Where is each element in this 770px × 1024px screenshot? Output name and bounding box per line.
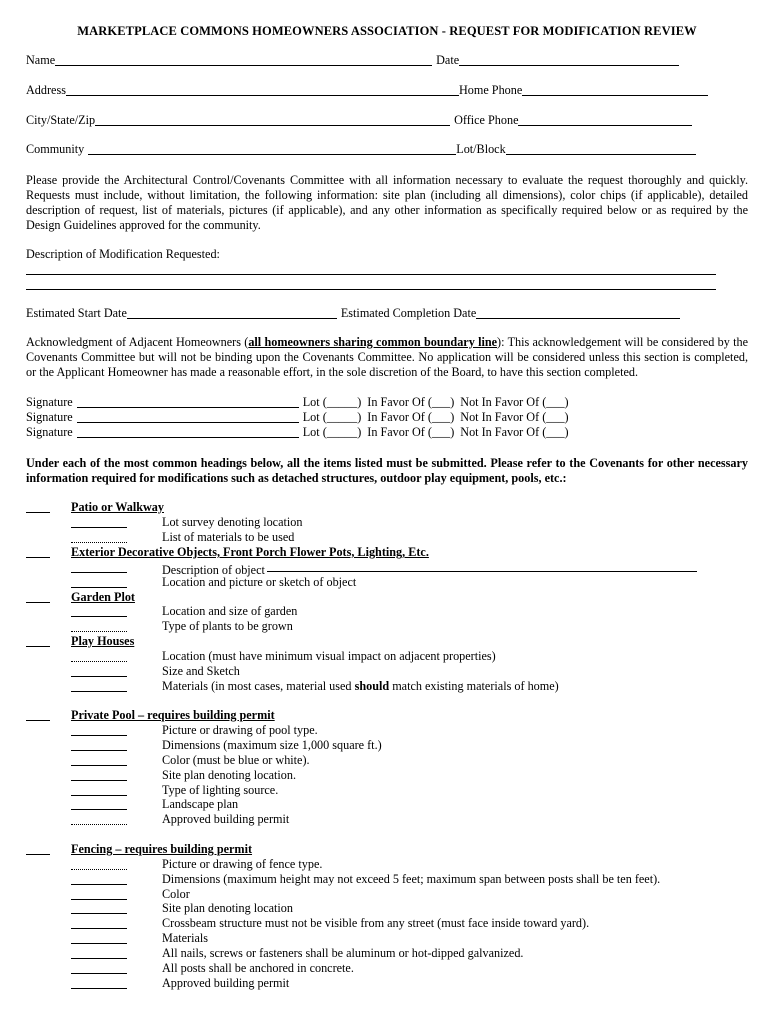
- section-checkbox-line[interactable]: [26, 545, 50, 558]
- form-title: MARKETPLACE COMMONS HOMEOWNERS ASSOCIATION - REQUEST FOR MODIFICATION REVIEW: [77, 24, 697, 38]
- item-text: Materials: [162, 931, 209, 945]
- city-office-row: [26, 113, 748, 128]
- section-title: Fencing – requires building permit: [71, 842, 253, 856]
- lot-label: Lot (_____): [302, 410, 362, 424]
- item-text: Picture or drawing of pool type.: [162, 723, 318, 737]
- address-phone-row: [26, 83, 748, 98]
- checklist-item: [26, 738, 748, 753]
- section-heading: [26, 842, 748, 857]
- item-text: Site plan denoting location: [162, 901, 293, 915]
- city-state-zip-label: City/State/Zip: [26, 113, 96, 127]
- checklist-item: [26, 768, 748, 783]
- checklist-item: [26, 619, 748, 634]
- description-of-object-field[interactable]: [267, 560, 697, 572]
- item-check-line[interactable]: [71, 619, 127, 632]
- item-text: Approved building permit: [162, 812, 290, 826]
- checklist-item: [26, 931, 748, 946]
- signature-label: Signature: [26, 410, 73, 424]
- name-date-row: [26, 53, 748, 68]
- item-check-line[interactable]: [71, 946, 127, 959]
- checklist-item: [26, 530, 748, 545]
- description-line-2[interactable]: [26, 289, 716, 290]
- item-check-line[interactable]: [71, 530, 127, 543]
- item-text: Location (must have minimum visual impact on adjacent properties): [162, 649, 496, 663]
- signature-label: Signature: [26, 395, 73, 409]
- item-check-line[interactable]: [71, 738, 127, 751]
- item-text: Dimensions (maximum size 1,000 square ft.): [162, 738, 382, 752]
- item-text: Crossbeam structure must not be visible from any street (must face inside toward yard).: [162, 916, 590, 930]
- description-label-row: [26, 247, 748, 262]
- item-text: Materials (in most cases, material used should match existing materials of home): [162, 679, 559, 693]
- name-label: Name: [26, 53, 56, 67]
- signature-field-2[interactable]: [77, 411, 299, 423]
- dates-row: [26, 306, 748, 321]
- item-text: Description of object: [162, 560, 697, 578]
- office-phone-field[interactable]: [518, 114, 692, 126]
- checklist-item: [26, 575, 748, 590]
- office-phone-label: Office Phone: [454, 113, 519, 127]
- not-in-favor-label[interactable]: Not In Favor Of (___): [460, 425, 569, 439]
- item-check-line[interactable]: [71, 604, 127, 617]
- item-text: All posts shall be anchored in concrete.: [162, 961, 354, 975]
- item-check-line[interactable]: [71, 976, 127, 989]
- item-text: Location and size of garden: [162, 604, 298, 618]
- intro-paragraph: Please provide the Architectural Control/Covenants Committee with all information necessary to evaluate the request thoroughly and quickly. Requests must include, without limitation, the following information: site plan (including all dimensions), color chips (if applicable), detailed description of request, list of materials, pictures (if applicable), and any other information as specifically required below or as required by the Design Guidelines approved for the community.: [26, 173, 748, 232]
- checklist-item: [26, 679, 748, 694]
- ack-trail: ): This acknowledgement will be considered by the Covenants Committee but will not be binding upon the Covenants Committee. No application will be considered unless this section is completed, or the Applicant Homeowner has made a reasonable effort, in the sole discretion of the Board, to have this section completed.: [26, 335, 748, 379]
- item-check-line[interactable]: [71, 768, 127, 781]
- item-check-line[interactable]: [71, 723, 127, 736]
- item-check-line[interactable]: [71, 916, 127, 929]
- item-check-line[interactable]: [71, 515, 127, 528]
- not-in-favor-label[interactable]: Not In Favor Of (___): [460, 395, 569, 409]
- home-phone-label: Home Phone: [458, 83, 523, 97]
- checklist-item: [26, 901, 748, 916]
- item-check-line[interactable]: [71, 664, 127, 677]
- completion-date-field[interactable]: [476, 307, 680, 319]
- not-in-favor-label[interactable]: Not In Favor Of (___): [460, 410, 569, 424]
- item-text: Color (must be blue or white).: [162, 753, 310, 767]
- checklist-item: [26, 515, 748, 530]
- date-label: Date: [436, 53, 460, 67]
- checklist-item: [26, 664, 748, 679]
- item-check-line[interactable]: [71, 797, 127, 810]
- item-check-line[interactable]: [71, 887, 127, 900]
- signature-row-2: [26, 410, 748, 425]
- section-title: Patio or Walkway: [71, 500, 164, 514]
- item-text: Dimensions (maximum height may not exceed 5 feet; maximum span between posts shall be ten feet).: [162, 872, 661, 886]
- item-check-line[interactable]: [71, 679, 127, 692]
- checklist-item: [26, 604, 748, 619]
- item-check-line[interactable]: [71, 931, 127, 944]
- lot-block-field[interactable]: [506, 143, 696, 155]
- in-favor-label[interactable]: In Favor Of (___): [367, 395, 455, 409]
- checklist-item: [26, 946, 748, 961]
- description-label: Description of Modification Requested:: [26, 247, 220, 261]
- section-title: Garden Plot: [71, 590, 135, 604]
- community-field[interactable]: [88, 143, 456, 155]
- instructions-paragraph: Under each of the most common headings below, all the items listed must be submitted. Please refer to the Covenants for other necessary information required for modifications such as detached structures, outdoor play equipment, pools, etc.:: [26, 456, 748, 485]
- checklist-item: [26, 961, 748, 976]
- item-text: Approved building permit: [162, 976, 290, 990]
- address-label: Address: [26, 83, 66, 97]
- item-check-line[interactable]: [71, 961, 127, 974]
- item-text: Size and Sketch: [162, 664, 240, 678]
- item-check-line[interactable]: [71, 753, 127, 766]
- checklist-item: [26, 560, 748, 575]
- section-heading: [26, 590, 748, 605]
- checklist-item: [26, 916, 748, 931]
- ack-bold: all homeowners sharing common boundary line: [248, 335, 498, 349]
- in-favor-label[interactable]: In Favor Of (___): [367, 425, 455, 439]
- city-state-zip-field[interactable]: [95, 114, 450, 126]
- section-checkbox-line[interactable]: [26, 500, 50, 513]
- section-heading: [26, 500, 748, 515]
- home-phone-field[interactable]: [522, 84, 708, 96]
- item-text: List of materials to be used: [162, 530, 295, 544]
- description-line-1[interactable]: [26, 274, 716, 275]
- address-field[interactable]: [66, 84, 459, 96]
- item-text: Type of lighting source.: [162, 783, 279, 797]
- checklist-item: [26, 783, 748, 798]
- item-check-line[interactable]: [71, 783, 127, 796]
- item-text: Color: [162, 887, 190, 901]
- item-check-line[interactable]: [71, 560, 127, 573]
- item-check-line[interactable]: [71, 901, 127, 914]
- section-heading: [26, 708, 748, 723]
- name-field[interactable]: [55, 54, 432, 66]
- checklist-item: [26, 812, 748, 827]
- signature-row-1: [26, 395, 748, 410]
- item-text: Landscape plan: [162, 797, 239, 811]
- signature-field-3[interactable]: [77, 426, 299, 438]
- acknowledgment-paragraph: [26, 335, 748, 380]
- section-title: Exterior Decorative Objects, Front Porch Flower Pots, Lighting, Etc.: [71, 545, 429, 559]
- item-check-line[interactable]: [71, 857, 127, 870]
- item-check-line[interactable]: [71, 575, 127, 588]
- section-checkbox-line[interactable]: [26, 590, 50, 603]
- checklist-item: [26, 976, 748, 991]
- signature-label: Signature: [26, 425, 73, 439]
- item-text: Location and picture or sketch of object: [162, 575, 357, 589]
- item-text: Site plan denoting location.: [162, 768, 297, 782]
- section-checkbox-line[interactable]: [26, 842, 50, 855]
- checklist-item: [26, 723, 748, 738]
- section-title: Play Houses: [71, 634, 135, 648]
- completion-date-label: Estimated Completion Date: [340, 306, 477, 320]
- item-text: Picture or drawing of fence type.: [162, 857, 323, 871]
- item-check-line[interactable]: [71, 649, 127, 662]
- start-date-field[interactable]: [127, 307, 337, 319]
- checklist-item: [26, 797, 748, 812]
- checklist-item: [26, 887, 748, 902]
- item-text: Type of plants to be grown: [162, 619, 293, 633]
- section-heading: [26, 545, 748, 560]
- signature-field-1[interactable]: [77, 396, 299, 408]
- checklist-item: [26, 872, 748, 887]
- checklist-item: [26, 649, 748, 664]
- item-check-line[interactable]: [71, 872, 127, 885]
- item-check-line[interactable]: [71, 812, 127, 825]
- lot-block-label: Lot/Block: [456, 142, 506, 156]
- signature-row-3: [26, 425, 748, 440]
- community-lot-row: [26, 142, 748, 157]
- community-label: Community: [26, 142, 85, 156]
- checklist-item: [26, 753, 748, 768]
- item-text: Lot survey denoting location: [162, 515, 303, 529]
- date-field[interactable]: [459, 54, 679, 66]
- section-title: Private Pool – requires building permit: [71, 708, 275, 722]
- start-date-label: Estimated Start Date: [26, 306, 127, 320]
- in-favor-label[interactable]: In Favor Of (___): [367, 410, 455, 424]
- item-text: All nails, screws or fasteners shall be aluminum or hot-dipped galvanized.: [162, 946, 524, 960]
- checklist-item: [26, 857, 748, 872]
- section-heading: [26, 634, 748, 649]
- section-checkbox-line[interactable]: [26, 708, 50, 721]
- ack-lead: Acknowledgment of Adjacent Homeowners (: [26, 335, 249, 349]
- section-checkbox-line[interactable]: [26, 634, 50, 647]
- lot-label: Lot (_____): [302, 425, 362, 439]
- lot-label: Lot (_____): [302, 395, 362, 409]
